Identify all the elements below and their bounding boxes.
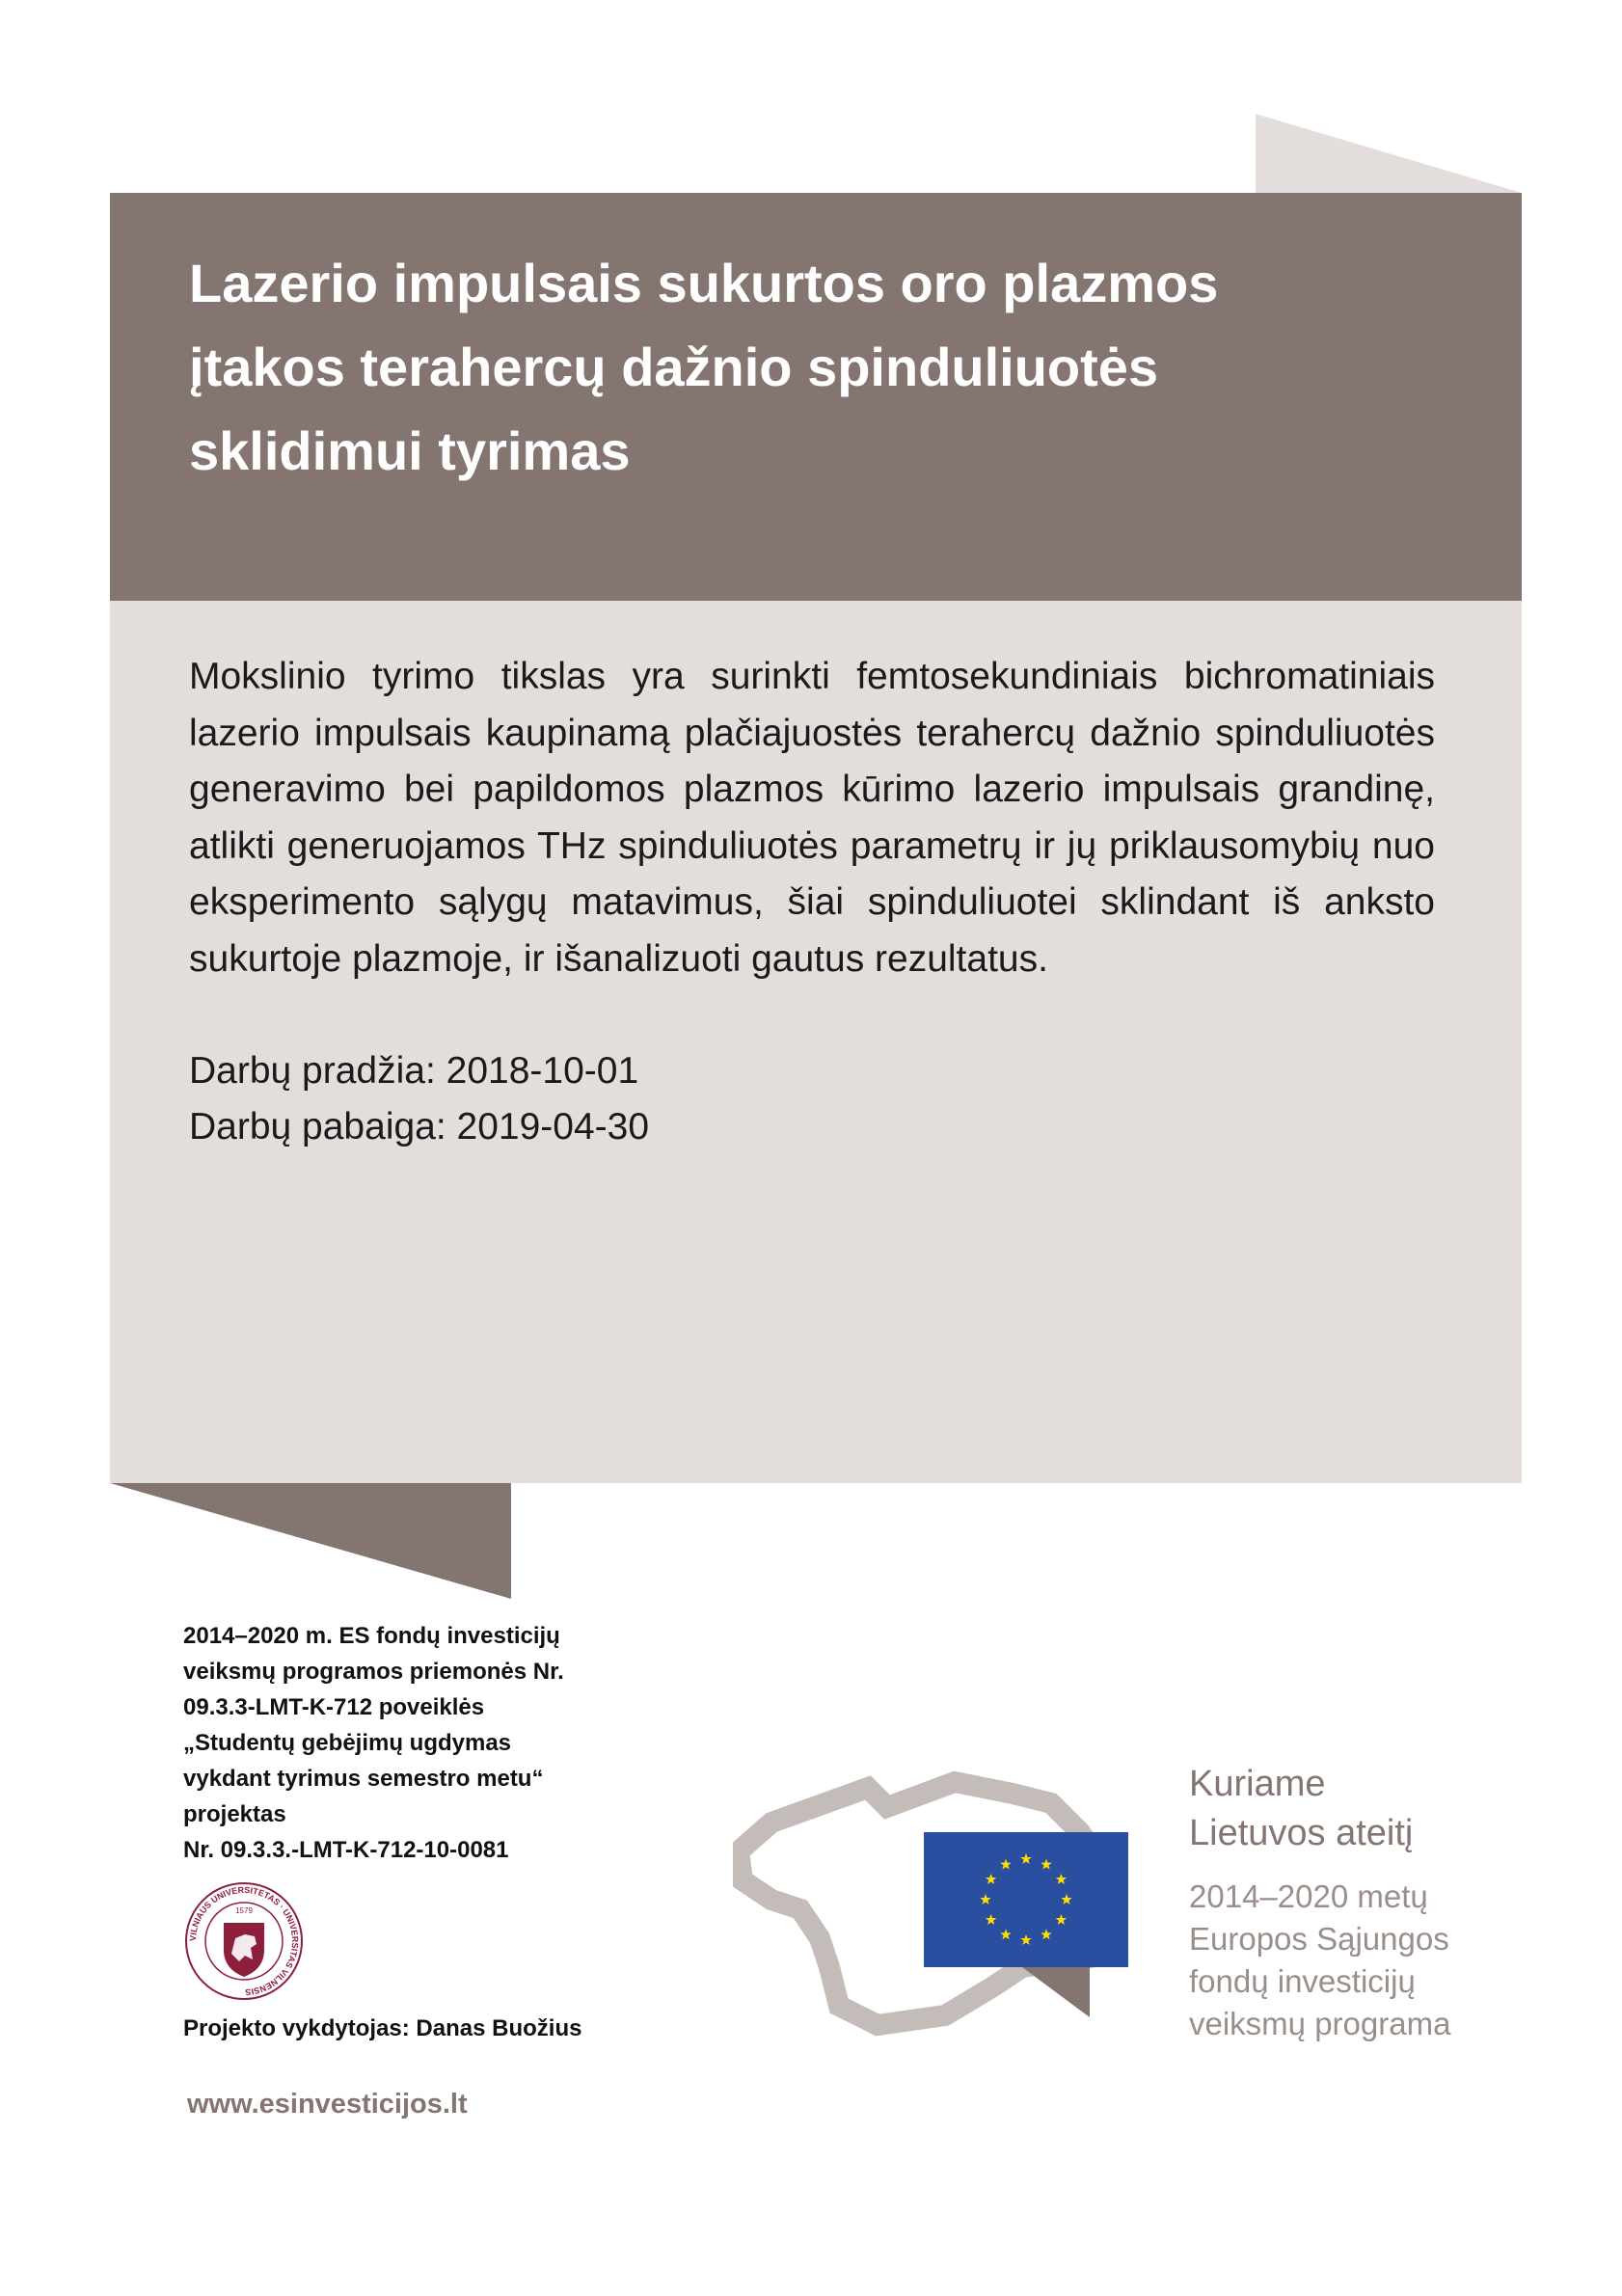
university-seal-icon [183,1880,305,2002]
funding-line: 2014–2020 m. ES fondų investicijų [183,1623,560,1649]
funding-line: Nr. 09.3.3.-LMT-K-712-10-0081 [183,1837,509,1863]
funding-line: „Studentų gebėjimų ugdymas [183,1730,512,1756]
slogan-sub-line: veiksmų programa [1189,2006,1451,2041]
slogan-main [1189,1760,1450,1858]
description-last: anksto sukurtoje plazmoje, ir išanalizuoti gautus rezultatus. [189,881,1435,980]
top-right-fold [1256,114,1522,193]
eu-flag-icon [924,1832,1128,1967]
slogan-sub-line: Europos Sąjungos [1189,1921,1449,1957]
slogan-sub [1189,1876,1450,2045]
title-line: sklidimui tyrimas [189,420,631,481]
project-dates [189,1043,1435,1155]
title-line: įtakos terahercų dažnio spinduliuotės [189,337,1159,397]
title-line: Lazerio impulsais sukurtos oro plazmos [189,253,1219,313]
slogan-sub-line: fondų investicijų [1189,1963,1416,1999]
seal-text: VILNIAUS UNIVERSITETAS · UNIVERSITAS VILNENSIS [187,1884,301,1998]
end-date: Darbų pabaiga: 2019-04-30 [189,1106,650,1148]
start-date: Darbų pradžia: 2018-10-01 [189,1050,639,1092]
project-description [189,649,1435,987]
project-executor: Projekto vykdytojas: Danas Buožius [183,2015,582,2041]
funding-line: projektas [183,1801,286,1827]
funding-line: vykdant tyrimus semestro metu“ [183,1766,544,1792]
funding-info [183,1618,636,1868]
content-panel [110,601,1522,1483]
seal-year: 1579 [235,1906,253,1915]
programme-slogan [1189,1760,1450,2045]
slogan-line: Lietuvos ateitį [1189,1813,1414,1853]
slogan-line: Kuriame [1189,1764,1326,1804]
funding-line: 09.3.3-LMT-K-712 poveiklės [183,1694,485,1720]
slogan-sub-line: 2014–2020 metų [1189,1878,1428,1914]
title-banner [110,193,1522,601]
website-link[interactable]: www.esinvesticijos.lt [187,2089,468,2120]
funding-line: veiksmų programos priemonės Nr. [183,1659,564,1685]
bottom-left-fold [110,1483,511,1599]
description-main: Mokslinio tyrimo tikslas yra surinkti femtosekundiniais bichromatiniais lazerio impulsais kaupinamą plačiajuostės terahercų dažnio spinduliuotės generavimo bei papildomos plazmos kūrimo lazerio impulsais grandinę, atlikti generuojamos THz spinduliuotės parametrų ir jų priklausomybių nuo eksperimento sąlygų matavimus, šiai spinduliuotei sklindant iš [189,656,1435,923]
